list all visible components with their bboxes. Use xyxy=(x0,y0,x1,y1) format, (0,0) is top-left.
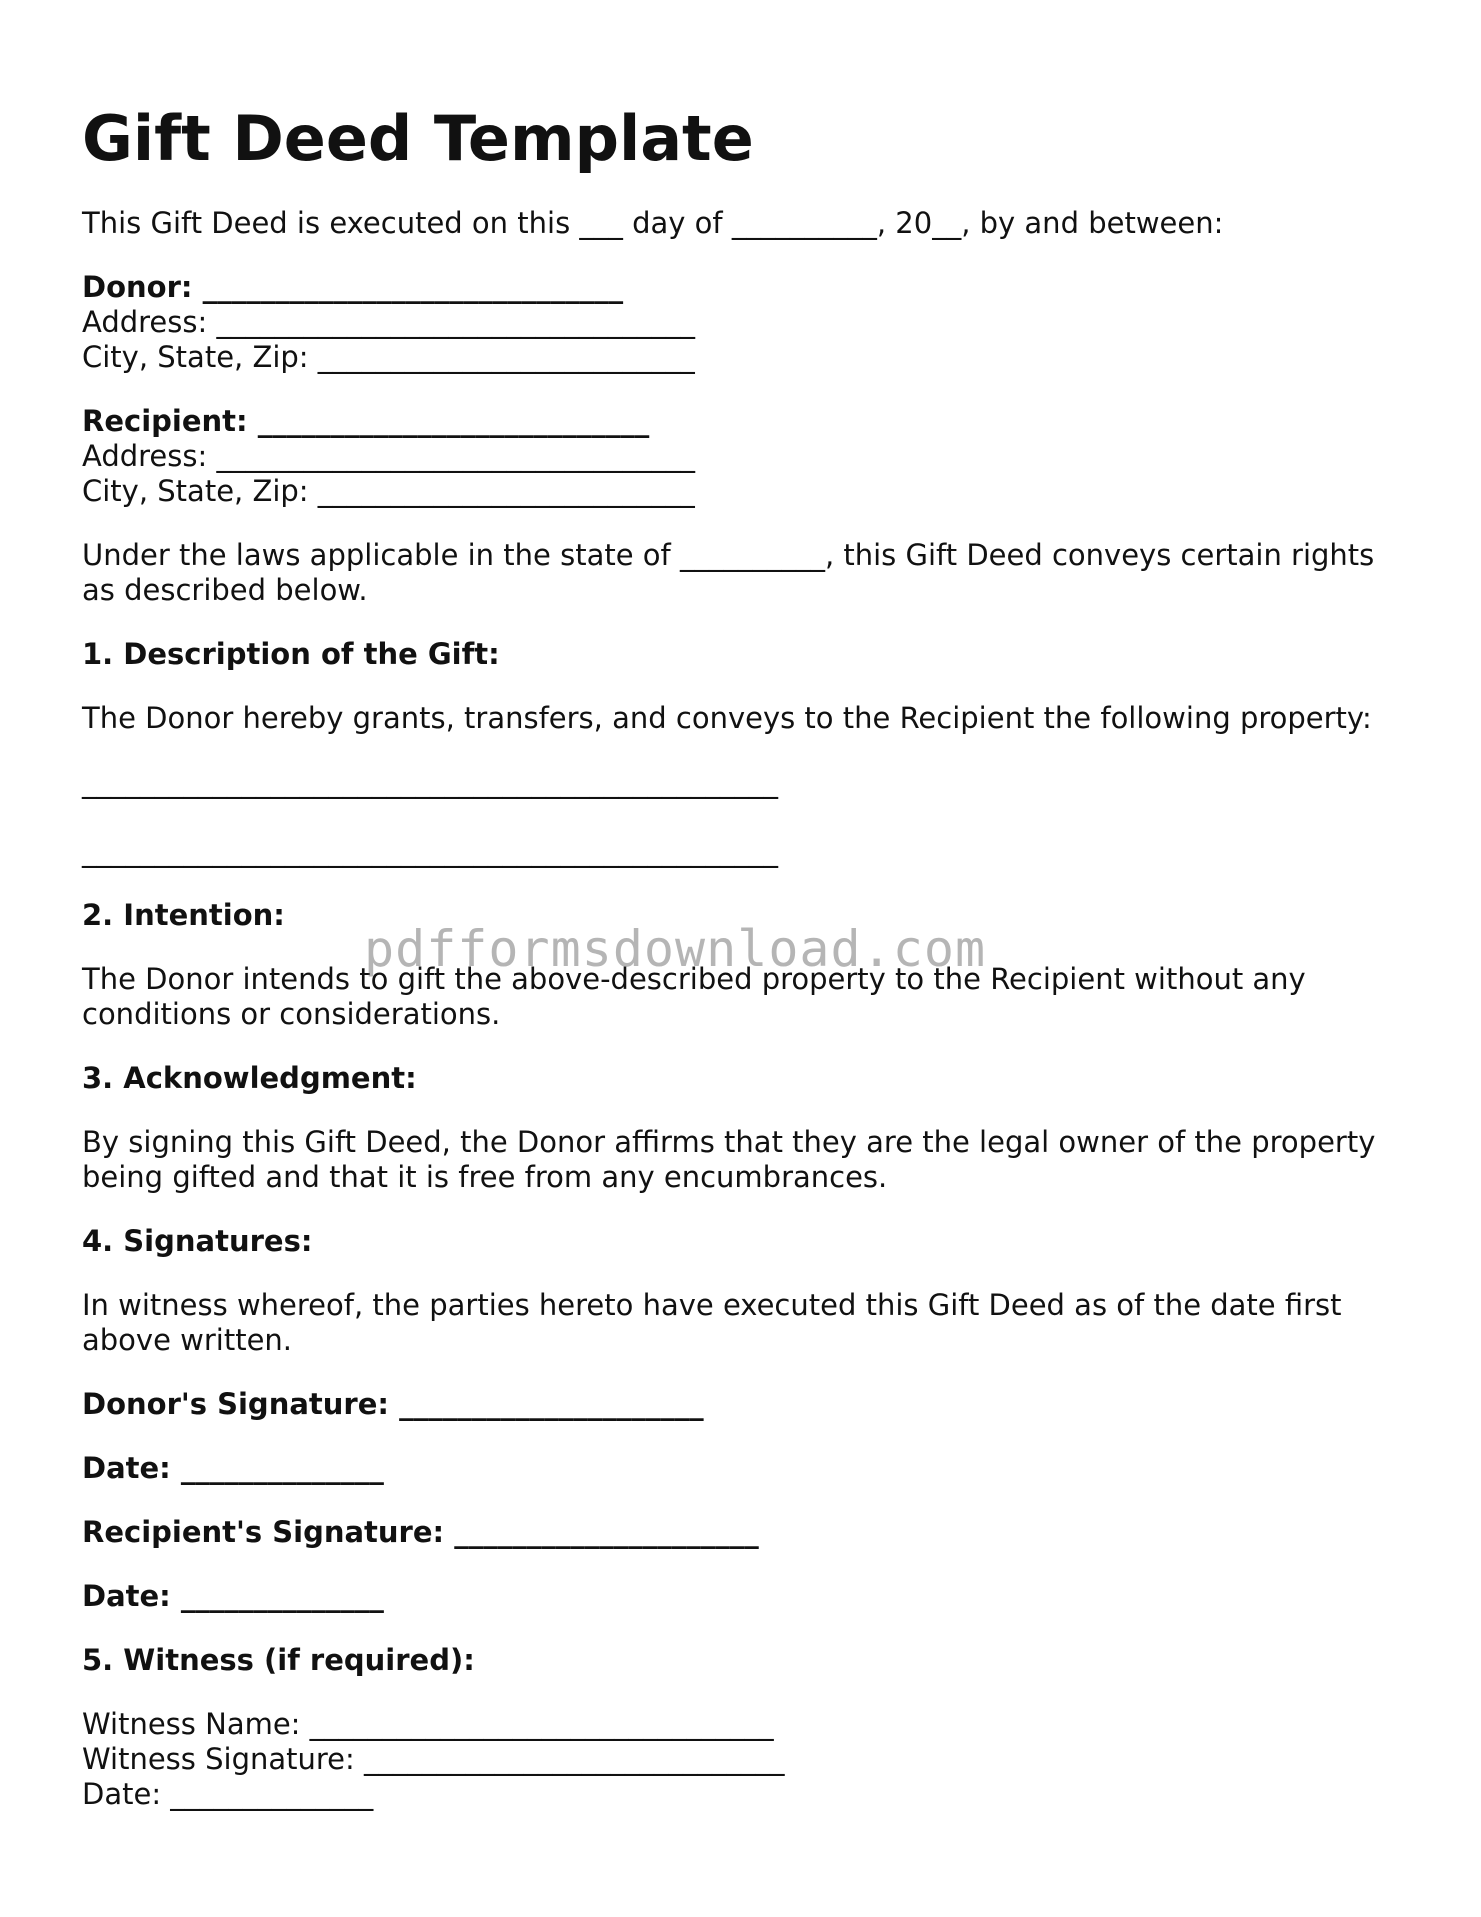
section-signatures-text: In witness whereof, the parties hereto have executed this Gift Deed as of the date first above written. xyxy=(82,1288,1342,1357)
witness-date-line: Date: ______________ xyxy=(82,1777,374,1811)
description-blank-line-1: ________________________________________________ xyxy=(82,765,778,799)
document-page xyxy=(82,96,1412,1812)
section-acknowledgment-text: By signing this Gift Deed, the Donor affirms that they are the legal owner of the property being gifted and that it is free from any encumbrances. xyxy=(82,1125,1376,1194)
recipient-signature-line: Recipient's Signature: _____________________ xyxy=(82,1515,759,1549)
section-intention-text: The Donor intends to gift the above-described property to the Recipient without any conditions or considerations. xyxy=(82,962,1306,1031)
donor-city: City, State, Zip: __________________________ xyxy=(82,340,695,374)
donor-date-line: Date: ______________ xyxy=(82,1451,384,1485)
recipient-city: City, State, Zip: __________________________ xyxy=(82,474,695,508)
recipient-line xyxy=(82,404,1412,439)
recipient-address: Address: _________________________________ xyxy=(82,439,695,473)
watermark-text: pdfformsdownload.com xyxy=(364,920,987,978)
section-description-text: The Donor hereby grants, transfers, and conveys to the Recipient the following property: xyxy=(82,701,1372,735)
donor-signature-line: Donor's Signature: _____________________ xyxy=(82,1387,704,1421)
page-title: Gift Deed Template xyxy=(82,102,754,175)
donor-label: Donor: xyxy=(82,270,203,304)
witness-name-line: Witness Name: ________________________________ xyxy=(82,1707,774,1741)
recipient-label: Recipient: xyxy=(82,404,258,438)
witness-signature-line: Witness Signature: _____________________________ xyxy=(82,1742,785,1776)
donor-address: Address: _________________________________ xyxy=(82,305,695,339)
section-signatures-heading: 4. Signatures: xyxy=(82,1224,313,1258)
section-intention-heading: 2. Intention: xyxy=(82,898,285,932)
donor-line xyxy=(82,270,1412,305)
donor-blank: _____________________________ xyxy=(202,270,624,304)
description-blank-line-2: ________________________________________________ xyxy=(82,834,778,868)
donor-block xyxy=(82,270,1412,375)
laws-text: Under the laws applicable in the state of __________, this Gift Deed conveys certain rights as described below. xyxy=(82,538,1375,607)
section-description-heading: 1. Description of the Gift: xyxy=(82,637,500,671)
recipient-blank: ___________________________ xyxy=(257,404,650,438)
intro-text: This Gift Deed is executed on this ___ day of __________, 20__, by and between: xyxy=(82,206,1224,240)
section-acknowledgment-heading: 3. Acknowledgment: xyxy=(82,1061,417,1095)
recipient-block xyxy=(82,404,1412,509)
section-witness-heading: 5. Witness (if required): xyxy=(82,1643,475,1677)
recipient-date-line: Date: ______________ xyxy=(82,1579,384,1613)
